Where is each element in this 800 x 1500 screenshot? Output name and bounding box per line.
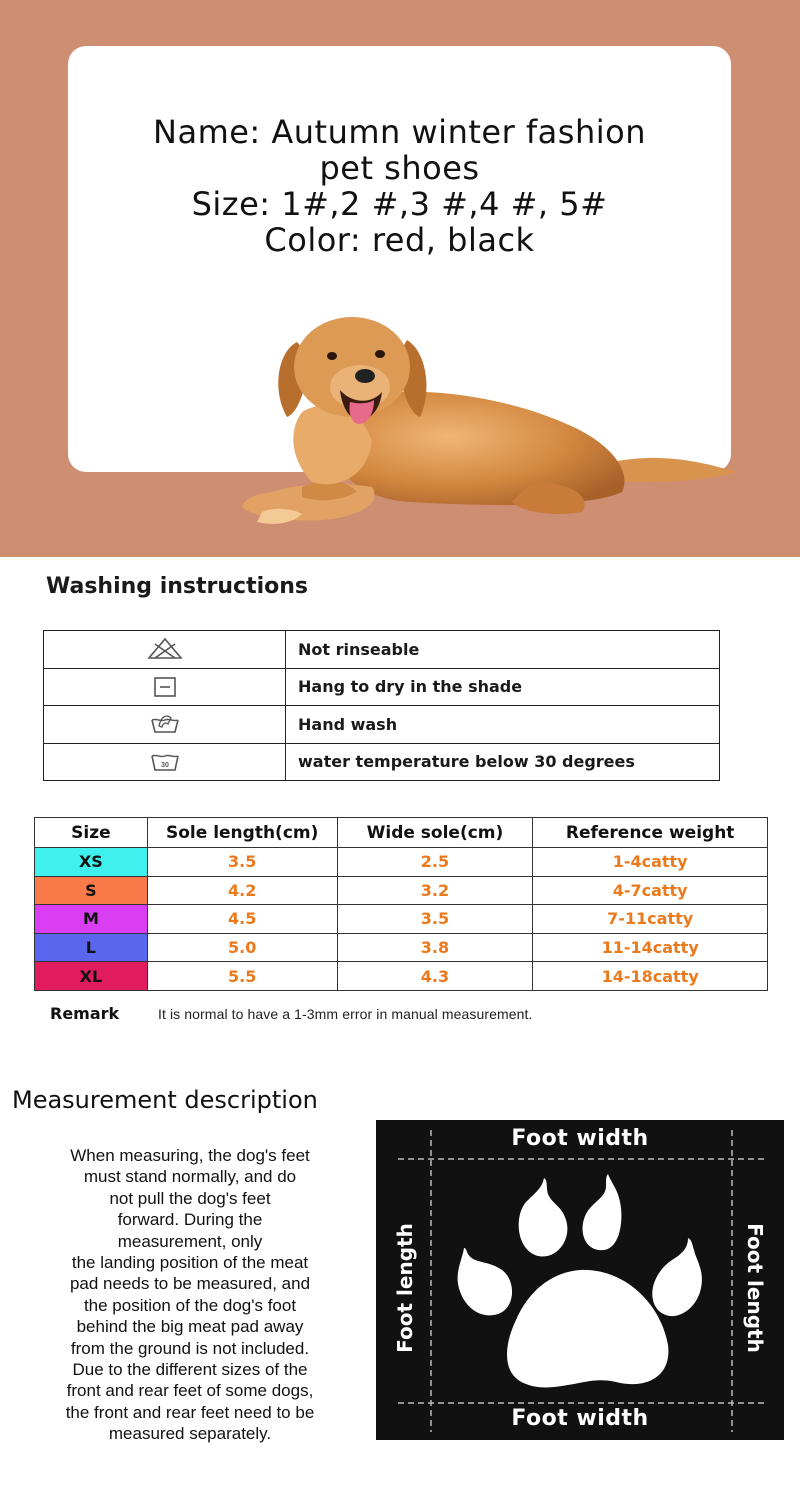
- description-line: from the ground is not included.: [70, 1338, 310, 1358]
- header-reference-weight: Reference weight: [533, 818, 768, 848]
- wide-sole-value: 3.2: [337, 876, 533, 905]
- product-name-line-1: Name: Autumn winter fashion: [153, 113, 646, 151]
- size-label: XS: [35, 848, 148, 877]
- wide-sole-value: 3.8: [337, 933, 533, 962]
- table-row: [35, 933, 768, 962]
- measurement-title: Measurement description: [12, 1086, 318, 1114]
- wash-30-icon: [149, 751, 181, 773]
- washing-instructions-title: Washing instructions: [46, 574, 308, 599]
- weight-value: 11-14catty: [533, 933, 768, 962]
- wash-row: [44, 743, 720, 781]
- description-line: Due to the different sizes of the: [72, 1360, 308, 1380]
- shade-dry-icon: [153, 676, 177, 698]
- wide-sole-value: 3.5: [337, 905, 533, 934]
- weight-value: 14-18catty: [533, 962, 768, 991]
- product-name-line-2: pet shoes: [319, 149, 480, 187]
- description-line: not pull the dog's feet: [109, 1188, 271, 1208]
- table-row: [35, 905, 768, 934]
- product-size-line: Size: 1#,2 #,3 #,4 #, 5#: [191, 185, 608, 223]
- wash-row: [44, 706, 720, 744]
- svg-text:30: 30: [160, 761, 169, 769]
- golden-retriever-illustration: [232, 312, 742, 528]
- wash-row: [44, 631, 720, 669]
- product-summary: [68, 114, 731, 258]
- description-line: measurement, only: [117, 1231, 263, 1251]
- header-size: Size: [35, 818, 148, 848]
- sole-length-value: 3.5: [147, 848, 337, 877]
- wash-row-text: water temperature below 30 degrees: [286, 743, 720, 781]
- wash-row-text: Hang to dry in the shade: [286, 668, 720, 706]
- size-chart-header-row: [35, 818, 768, 848]
- washing-instructions-table: [43, 630, 720, 781]
- description-line: pad needs to be measured, and: [69, 1274, 311, 1294]
- wash-row: [44, 668, 720, 706]
- foot-length-right-label: Foot length: [743, 1223, 767, 1353]
- foot-width-bottom-label: Foot width: [511, 1406, 649, 1431]
- description-line: must stand normally, and do: [83, 1167, 297, 1187]
- wash-row-text: Hand wash: [286, 706, 720, 744]
- description-line: measured separately.: [108, 1424, 272, 1444]
- sole-length-value: 5.0: [147, 933, 337, 962]
- size-label: XL: [35, 962, 148, 991]
- remark-label: Remark: [50, 1004, 120, 1023]
- hand-wash-icon: [149, 712, 181, 736]
- wide-sole-value: 2.5: [337, 848, 533, 877]
- wide-sole-value: 4.3: [337, 962, 533, 991]
- weight-value: 1-4catty: [533, 848, 768, 877]
- description-line: the position of the dog's foot: [83, 1295, 297, 1315]
- description-line: behind the big meat pad away: [76, 1317, 304, 1337]
- size-label: S: [35, 876, 148, 905]
- table-row: [35, 848, 768, 877]
- foot-length-left-label: Foot length: [393, 1223, 417, 1353]
- foot-width-top-label: Foot width: [511, 1126, 649, 1151]
- remark-text: It is normal to have a 1-3mm error in manual measurement.: [158, 1006, 533, 1022]
- description-line: the landing position of the meat: [71, 1253, 309, 1273]
- size-chart-table: [34, 817, 768, 991]
- description-line: When measuring, the dog's feet: [70, 1146, 310, 1165]
- description-line: the front and rear feet need to be: [65, 1402, 315, 1422]
- size-label: L: [35, 933, 148, 962]
- weight-value: 4-7catty: [533, 876, 768, 905]
- product-color-line: Color: red, black: [264, 221, 535, 259]
- table-row: [35, 876, 768, 905]
- table-row: [35, 962, 768, 991]
- header-wide-sole: Wide sole(cm): [337, 818, 533, 848]
- size-label: M: [35, 905, 148, 934]
- measurement-description: [14, 1145, 366, 1445]
- no-rinse-icon: [146, 637, 184, 661]
- description-line: front and rear feet of some dogs,: [66, 1381, 314, 1401]
- wash-row-text: Not rinseable: [286, 631, 720, 669]
- sole-length-value: 4.2: [147, 876, 337, 905]
- sole-length-value: 5.5: [147, 962, 337, 991]
- paw-print-icon: [376, 1120, 784, 1440]
- weight-value: 7-11catty: [533, 905, 768, 934]
- sole-length-value: 4.5: [147, 905, 337, 934]
- description-line: forward. During the: [117, 1210, 263, 1230]
- header-sole-length: Sole length(cm): [147, 818, 337, 848]
